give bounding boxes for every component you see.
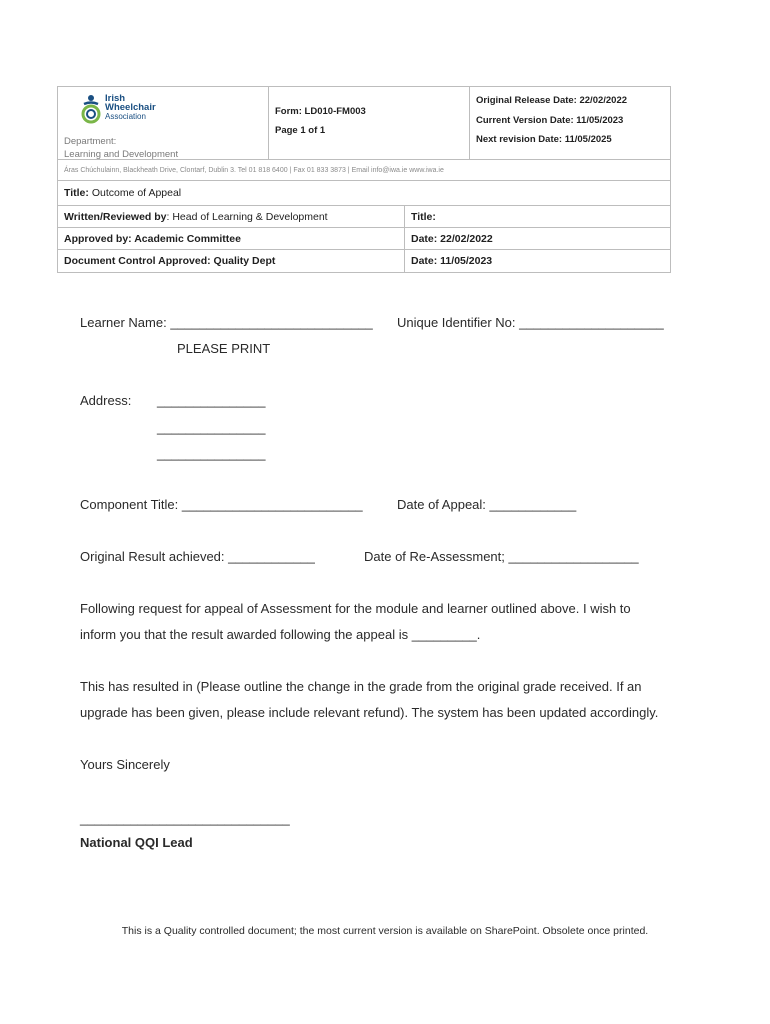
original-release-date: Original Release Date: 22/02/2022 [476, 95, 628, 106]
document-header-table [57, 86, 671, 273]
signature-line[interactable]: _____________________________ [80, 811, 290, 826]
unique-identifier-field[interactable]: Unique Identifier No: ____________________ [397, 315, 664, 330]
approved-row [58, 228, 670, 250]
header-top-row [58, 87, 670, 160]
date-of-appeal-field[interactable]: Date of Appeal: ____________ [397, 497, 577, 512]
logo-wordmark [105, 94, 156, 121]
written-row [58, 206, 670, 228]
approved-by: Approved by: Academic Committee [64, 233, 241, 245]
logo-line-3: Association [105, 112, 146, 121]
logo-line-2: Wheelchair [105, 102, 156, 113]
address-line-3[interactable]: _______________ [157, 446, 266, 461]
dates-cell [469, 87, 670, 159]
paragraph-2-line-2: upgrade has been given, please include relevant refund). The system has been updated accordingly. [80, 705, 659, 720]
wheelchair-logo-icon [80, 94, 102, 124]
written-value: : Head of Learning & Development [166, 211, 328, 223]
form-cell [268, 87, 469, 159]
address-line-2[interactable]: _______________ [157, 420, 266, 435]
original-result-field[interactable]: Original Result achieved: ____________ [80, 549, 315, 564]
appeal-result-paragraph [80, 596, 700, 648]
department-value: Learning and Development [64, 149, 179, 160]
page-number: Page 1 of 1 [275, 125, 326, 136]
document-title [58, 181, 670, 205]
department-block [64, 135, 178, 161]
right-title-label: Title: [404, 206, 670, 227]
yours-sincerely: Yours Sincerely [80, 757, 170, 772]
approved-date: Date: 22/02/2022 [404, 228, 670, 249]
document-control-date: Date: 11/05/2023 [404, 250, 670, 272]
paragraph-2-line-1: This has resulted in (Please outline the change in the grade from the original grade received. If an [80, 679, 642, 694]
date-of-reassessment-field[interactable]: Date of Re-Assessment; __________________ [364, 549, 639, 564]
organisation-address: Áras Chúchulainn, Blackheath Drive, Clontarf, Dublin 3. Tel 01 818 6400 | Fax 01 833 3873 | Email info@iwa.ie www.iwa.ie [64, 167, 444, 174]
document-control-approved: Document Control Approved: Quality Dept [64, 255, 276, 267]
logo-cell [58, 87, 268, 159]
component-title-field[interactable]: Component Title: _________________________ [80, 497, 363, 512]
current-version-date: Current Version Date: 11/05/2023 [476, 115, 624, 126]
logo-line-1: Irish [105, 93, 126, 104]
address-label: Address: [80, 393, 132, 408]
paragraph-1-line-1: Following request for appeal of Assessment for the module and learner outlined above. I wish to [80, 601, 631, 616]
next-revision-date: Next revision Date: 11/05/2025 [476, 134, 612, 145]
written-label: Written/Reviewed by [64, 211, 167, 223]
signatory-title: National QQI Lead [80, 835, 193, 850]
department-label: Department: [64, 136, 117, 147]
document-footer: This is a Quality controlled document; the most current version is available on SharePoint. Obsolete once printed. [121, 925, 649, 937]
iwa-logo [80, 94, 156, 124]
paragraph-1-line-2: inform you that the result awarded following the appeal is _________. [80, 627, 481, 642]
address-row [58, 160, 670, 181]
learner-name-field[interactable]: Learner Name: ____________________________ [80, 315, 373, 330]
form-code: Form: LD010-FM003 [275, 106, 366, 117]
title-value: Outcome of Appeal [91, 187, 182, 199]
written-reviewed-by [58, 206, 404, 227]
please-print-note: PLEASE PRINT [177, 341, 271, 356]
title-label: Title: [64, 187, 89, 199]
title-row [58, 181, 670, 206]
address-line-1[interactable]: _______________ [157, 393, 266, 408]
grade-change-paragraph [80, 674, 700, 726]
doc-control-row [58, 250, 670, 272]
